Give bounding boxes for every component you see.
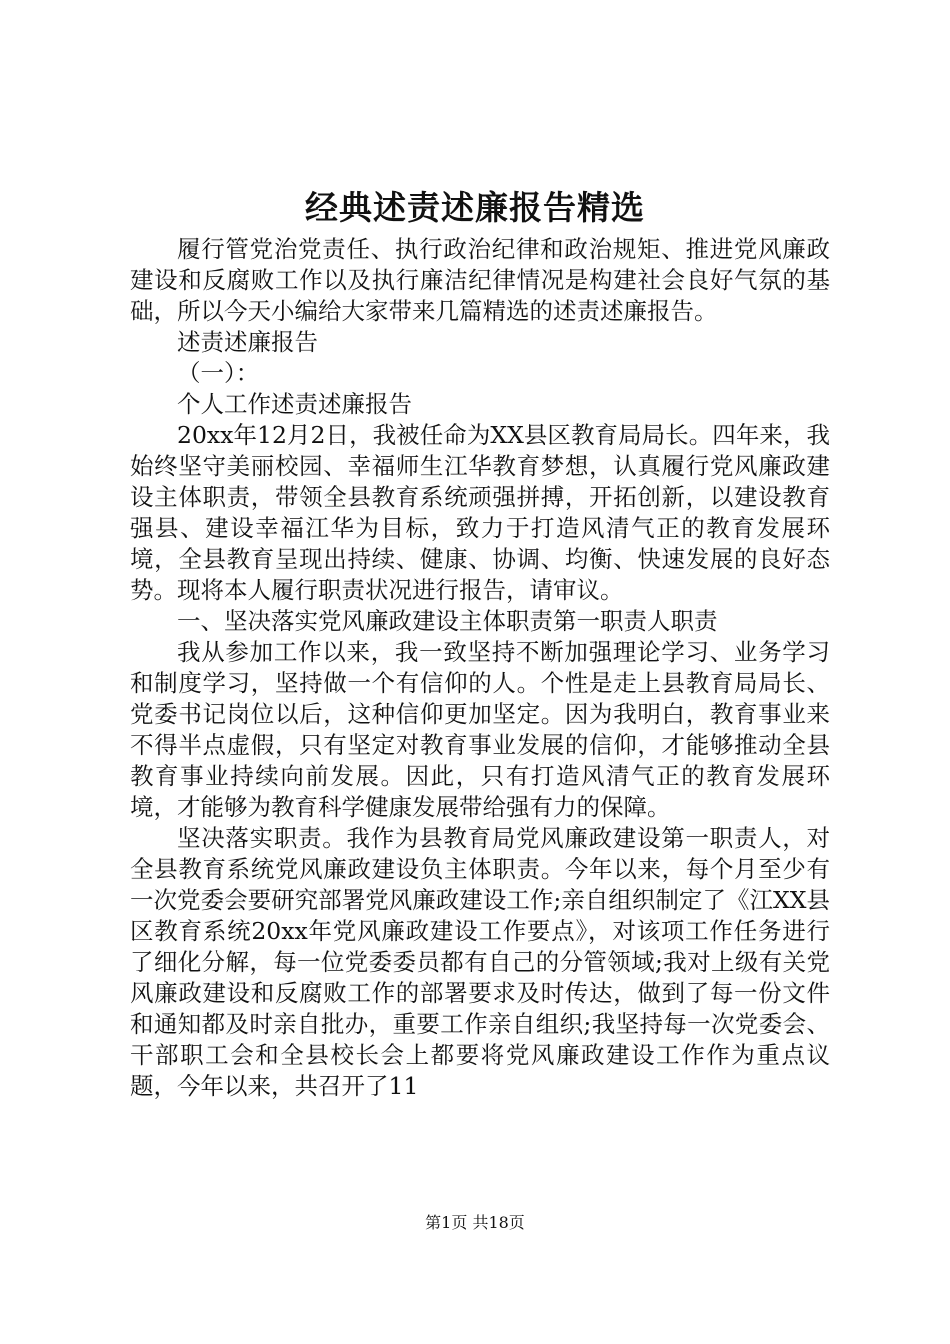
paragraph-intro: 履行管党治党责任、执行政治纪律和政治规矩、推进党风廉政建设和反腐败工作以及执行廉洁纪律情况是构建社会良好气氛的基础，所以今天小编给大家带来几篇精选的述责述廉报告。 [130, 235, 830, 325]
paragraph-heading-one: （一）： [177, 359, 260, 387]
paragraph-belief: 我从参加工作以来，我一致坚持不断加强理论学习、业务学习和制度学习，坚持做一个有信仰的人。个性是走上县教育局局长、党委书记岗位以后，这种信仰更加坚定。因为我明白，教育事业来不得半点虚假，只有坚定对教育事业发展的信仰，才能够推动全县教育事业持续向前发展。因此，只有打造风清气正的教育发展环境，才能够为教育科学健康发展带给强有力的保障。 [130, 638, 830, 821]
paragraph-responsibility: 坚决落实职责。我作为县教育局党风廉政建设第一职责人，对全县教育系统党风廉政建设负主体职责。今年以来，每个月至少有一次党委会要研究部署党风廉政建设工作;亲自组织制定了《江XX县区教育系统20xx年党风廉政建设工作要点》，对该项工作任务进行了细化分解，每一位党委委员都有自己的分管领域;我对上级有关党风廉政建设和反腐败工作的部署要求及时传达，做到了每一份文件和通知都及时亲自批办，重要工作亲自组织;我坚持每一次党委会、干部职工会和全县校长会上都要将党风廉政建设工作作为重点议题，今年以来，共召开了11 [130, 824, 830, 1100]
paragraph-section-heading: 一、坚决落实党风廉政建设主体职责第一职责人职责 [177, 607, 718, 635]
paragraph-appointment: 20xx年12月2日，我被任命为XX县区教育局局长。四年来，我始终坚守美丽校园、幸福师生江华教育梦想，认真履行党风廉政建设主体职责，带领全县教育系统顽强拼搏，开拓创新，以建设教育强县、建设幸福江华为目标，致力于打造风清气正的教育发展环境，全县教育呈现出持续、健康、协调、均衡、快速发展的良好态势。现将本人履行职责状况进行报告，请审议。 [130, 421, 830, 604]
page-footer: 第1页 共18页 [425, 1213, 525, 1232]
document-title: 经典述责述廉报告精选 [305, 188, 645, 227]
document-body [130, 234, 830, 1102]
paragraph-heading-report: 述责述廉报告 [177, 328, 318, 356]
paragraph-heading-personal: 个人工作述责述廉报告 [177, 390, 412, 418]
